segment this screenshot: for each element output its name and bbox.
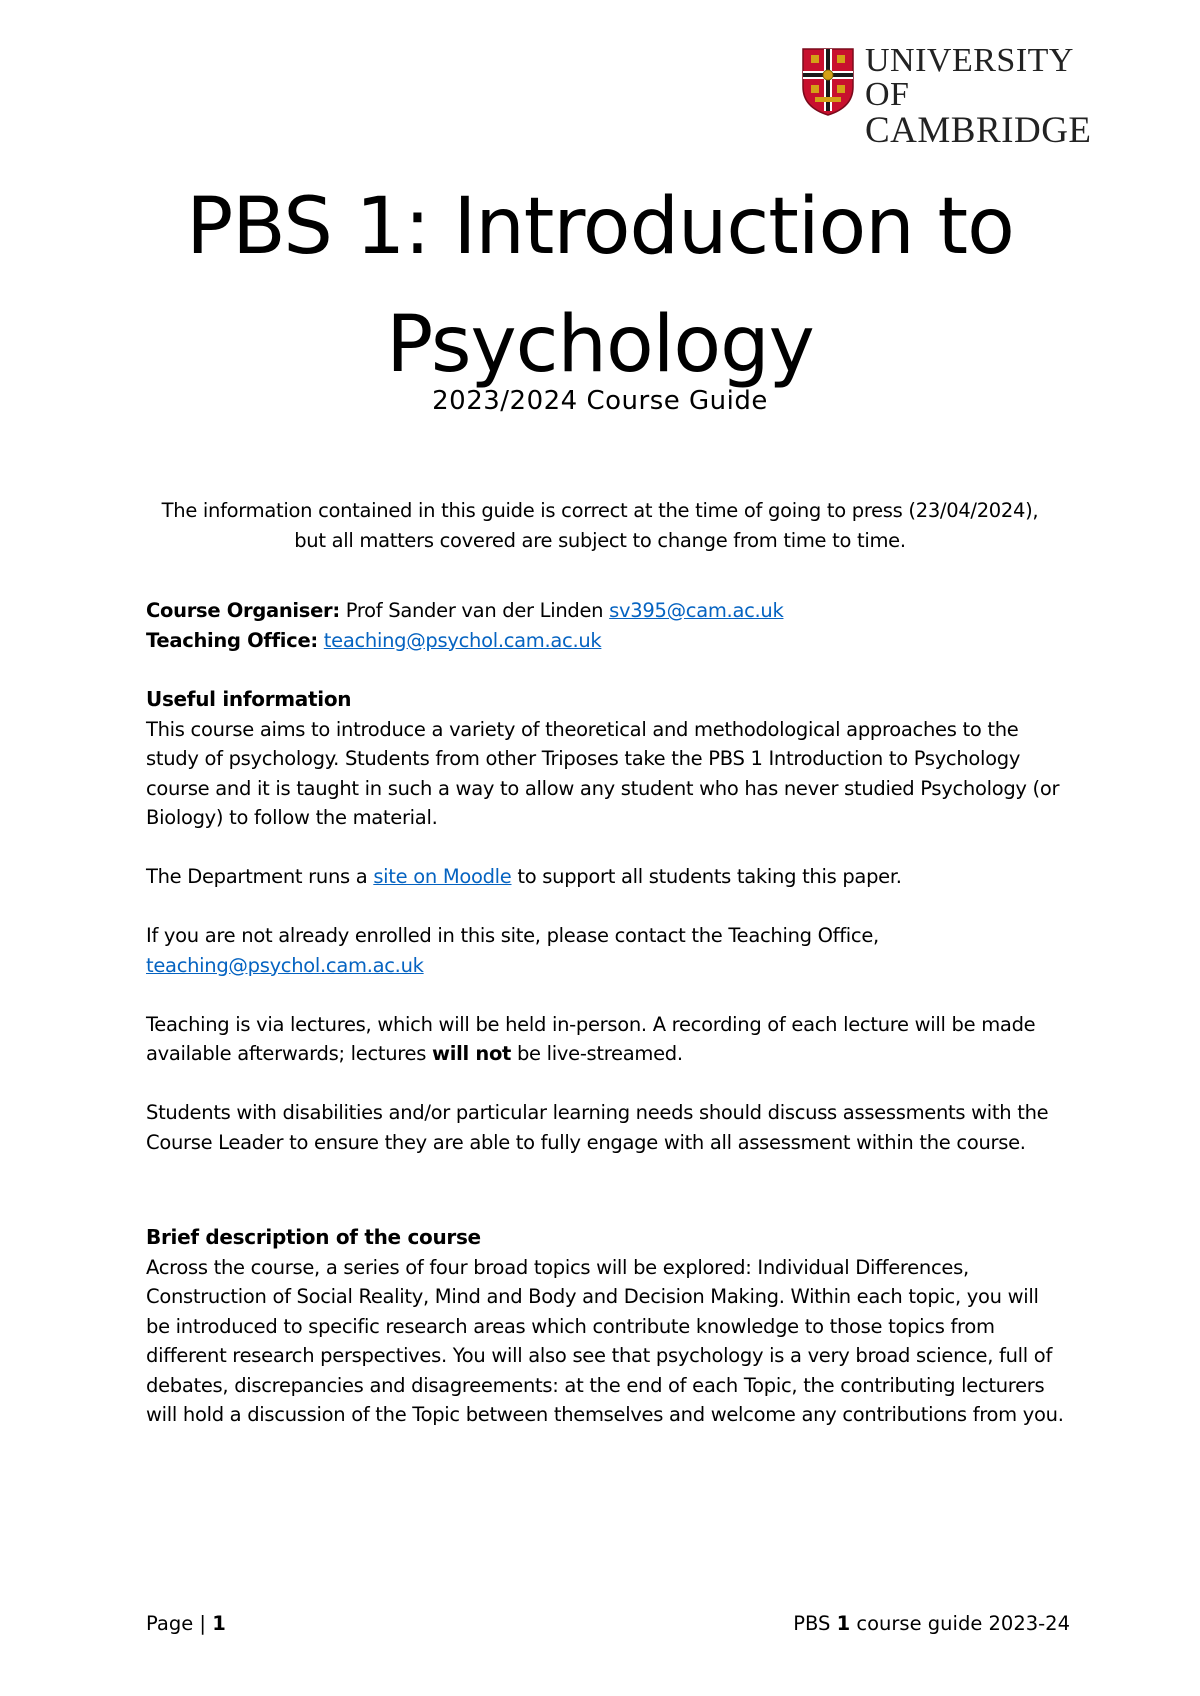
page-title bbox=[0, 168, 1200, 404]
organiser-name: Prof Sander van der Linden bbox=[339, 599, 610, 622]
logo-line-cambridge: CAMBRIDGE bbox=[865, 110, 1092, 151]
useful-information-section bbox=[146, 685, 1066, 1157]
enrol-email-link[interactable]: teaching@psychol.cam.ac.uk bbox=[146, 953, 424, 977]
useful-information-heading: Useful information bbox=[146, 687, 352, 711]
notice-line-2: but all matters covered are subject to change from time to time. bbox=[294, 528, 906, 552]
title-line-2: Psychology bbox=[386, 300, 814, 390]
footer-doc-title bbox=[793, 1612, 1070, 1635]
logo-line-university: UNIVERSITY OF bbox=[865, 42, 1073, 113]
teaching-text-before: Teaching is via lectures, which will be held in-person. A recording of each lecture will be made available afterwards; lectures bbox=[146, 1012, 1036, 1065]
cambridge-shield-icon bbox=[801, 47, 855, 117]
useful-para-3 bbox=[146, 921, 1066, 980]
footer-right-bold: 1 bbox=[836, 1612, 851, 1635]
useful-para-1: This course aims to introduce a variety of theoretical and methodological approaches to the study of psychology. Students from other Triposes take the PBS 1 Introduction to Psychology course and it is taught in such a way to allow any student who has never studied Psychology (or Biology) to follow the material. bbox=[146, 717, 1060, 829]
notice-line-1: The information contained in this guide is correct at the time of going to press (23/04/2024), bbox=[161, 499, 1039, 522]
title-line-1: PBS 1: Introduction to bbox=[186, 182, 1014, 272]
footer-page-label: Page | bbox=[146, 1612, 213, 1635]
enrol-text: If you are not already enrolled in this site, please contact the Teaching Office, bbox=[146, 924, 879, 947]
moodle-text-before: The Department runs a bbox=[146, 865, 374, 888]
footer-right-pre: PBS bbox=[793, 1612, 837, 1635]
moodle-text-after: to support all students taking this paper. bbox=[511, 865, 902, 888]
office-email-link[interactable]: teaching@psychol.cam.ac.uk bbox=[323, 628, 602, 652]
useful-para-4 bbox=[146, 1010, 1066, 1069]
page-subtitle: 2023/2024 Course Guide bbox=[432, 386, 768, 416]
organiser-line bbox=[146, 596, 1066, 626]
footer-page-number bbox=[146, 1612, 226, 1635]
office-line bbox=[146, 626, 1066, 656]
notice-block bbox=[130, 496, 1070, 555]
moodle-site-link[interactable]: site on Moodle bbox=[373, 865, 512, 888]
office-label: Teaching Office: bbox=[146, 628, 318, 652]
teaching-text-after: be live-streamed. bbox=[511, 1042, 683, 1065]
useful-para-2 bbox=[146, 862, 1066, 892]
brief-description-para: Across the course, a series of four broad topics will be explored: Individual Differences, Construction of Social Reality, Mind and Body and Decision Making. Within each topic, you will be introduced to specific research areas which contribute knowledge to those topics from different research perspectives. You will also see that psychology is a very broad science, full of debates, discrepancies and disagreements: at the end of each Topic, the contributing lecturers will hold a discussion of the Topic between themselves and welcome any contributions from you. bbox=[146, 1255, 1064, 1426]
contacts-block bbox=[146, 596, 1066, 655]
brief-description-heading: Brief description of the course bbox=[146, 1225, 481, 1249]
brief-description-section bbox=[146, 1223, 1066, 1430]
organiser-label: Course Organiser: bbox=[146, 599, 340, 622]
organiser-email-link[interactable]: sv395@cam.ac.uk bbox=[609, 599, 784, 622]
footer-page-value: 1 bbox=[212, 1612, 226, 1635]
university-logo bbox=[801, 42, 1121, 151]
useful-para-5: Students with disabilities and/or particular learning needs should discuss assessments with the Course Leader to ensure they are able to fully engage with all assessment within the course. bbox=[146, 1101, 1049, 1154]
teaching-text-bold: will not bbox=[432, 1042, 512, 1065]
logo-wordmark bbox=[865, 44, 1121, 149]
footer-right-post: course guide 2023-24 bbox=[850, 1612, 1070, 1635]
